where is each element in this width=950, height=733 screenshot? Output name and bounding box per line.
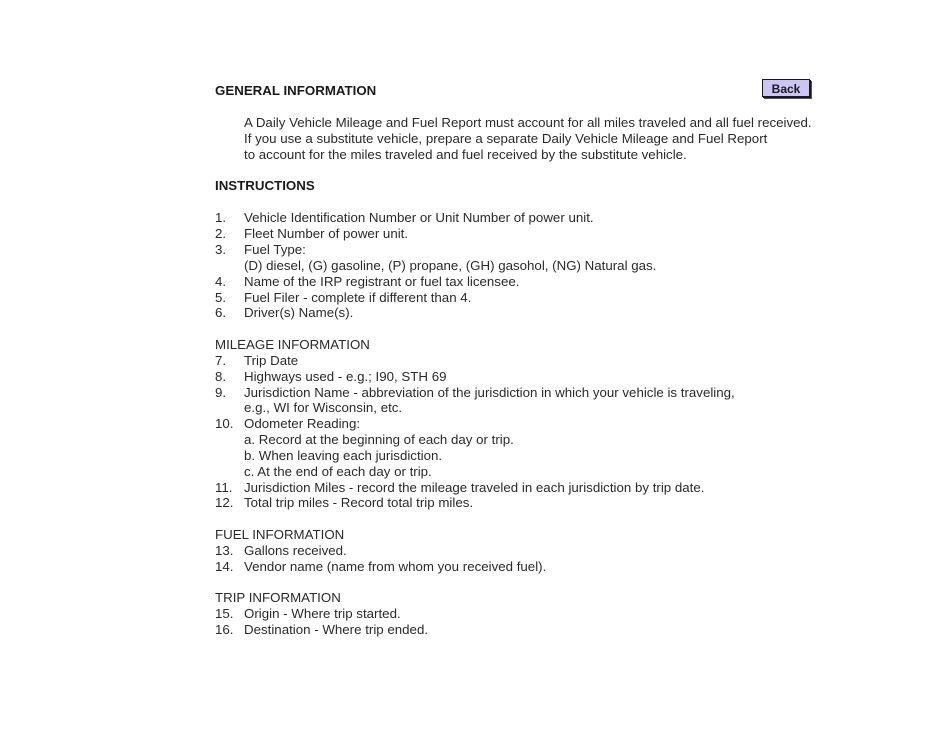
item-number-6: 6.: [215, 305, 227, 320]
fuel-information-heading: FUEL INFORMATION: [215, 527, 345, 542]
item-number-14: 14.: [215, 559, 234, 574]
item-number-4: 4.: [215, 274, 227, 289]
item-number-12: 12.: [215, 495, 234, 510]
item-number-16: 16.: [215, 622, 234, 637]
instructions-heading: INSTRUCTIONS: [215, 178, 315, 193]
item-number-7: 7.: [215, 353, 227, 368]
item-text-13: Gallons received.: [244, 543, 347, 558]
item-number-15: 15.: [215, 606, 234, 621]
general-line-3: to account for the miles traveled and fuel received by the substitute vehicle.: [244, 147, 687, 162]
item-sub-10a: a. Record at the beginning of each day or trip.: [244, 432, 514, 447]
mileage-information-heading: MILEAGE INFORMATION: [215, 337, 370, 352]
item-text-6: Driver(s) Name(s).: [244, 305, 354, 320]
item-number-9: 9.: [215, 385, 227, 400]
item-text-16: Destination - Where trip ended.: [244, 622, 429, 637]
item-text-9: Jurisdiction Name - abbreviation of the jurisdiction in which your vehicle is traveling,: [244, 385, 735, 400]
item-text-2: Fleet Number of power unit.: [244, 226, 409, 241]
item-number-1: 1.: [215, 210, 227, 225]
trip-information-heading: TRIP INFORMATION: [215, 590, 341, 605]
item-sub-10b: b. When leaving each jurisdiction.: [244, 448, 443, 463]
item-number-13: 13.: [215, 543, 234, 558]
item-text-1: Vehicle Identification Number or Unit Number of power unit.: [244, 210, 594, 225]
item-text-12: Total trip miles - Record total trip miles.: [244, 495, 474, 510]
item-number-8: 8.: [215, 369, 227, 384]
item-text-10: Odometer Reading:: [244, 416, 361, 431]
item-text-5: Fuel Filer - complete if different than 4.: [244, 290, 472, 305]
general-line-1: A Daily Vehicle Mileage and Fuel Report must account for all miles traveled and all fuel received.: [244, 115, 812, 130]
item-number-2: 2.: [215, 226, 227, 241]
item-number-5: 5.: [215, 290, 227, 305]
item-sub-9: e.g., WI for Wisconsin, etc.: [244, 400, 403, 415]
item-sub-10c: c. At the end of each day or trip.: [244, 464, 432, 479]
item-text-14: Vendor name (name from whom you received fuel).: [244, 559, 547, 574]
item-number-11: 11.: [215, 480, 233, 495]
item-number-3: 3.: [215, 242, 227, 257]
item-text-11: Jurisdiction Miles - record the mileage traveled in each jurisdiction by trip date.: [244, 480, 705, 495]
item-sub-3: (D) diesel, (G) gasoline, (P) propane, (GH) gasohol, (NG) Natural gas.: [244, 258, 657, 273]
general-information-heading: GENERAL INFORMATION: [215, 83, 377, 98]
item-text-7: Trip Date: [244, 353, 299, 368]
item-text-8: Highways used - e.g.; I90, STH 69: [244, 369, 447, 384]
back-button[interactable]: Back: [762, 79, 810, 97]
item-text-15: Origin - Where trip started.: [244, 606, 401, 621]
item-number-10: 10.: [215, 416, 234, 431]
general-line-2: If you use a substitute vehicle, prepare a separate Daily Vehicle Mileage and Fuel Report: [244, 131, 768, 146]
item-text-4: Name of the IRP registrant or fuel tax licensee.: [244, 274, 520, 289]
item-text-3: Fuel Type:: [244, 242, 306, 257]
